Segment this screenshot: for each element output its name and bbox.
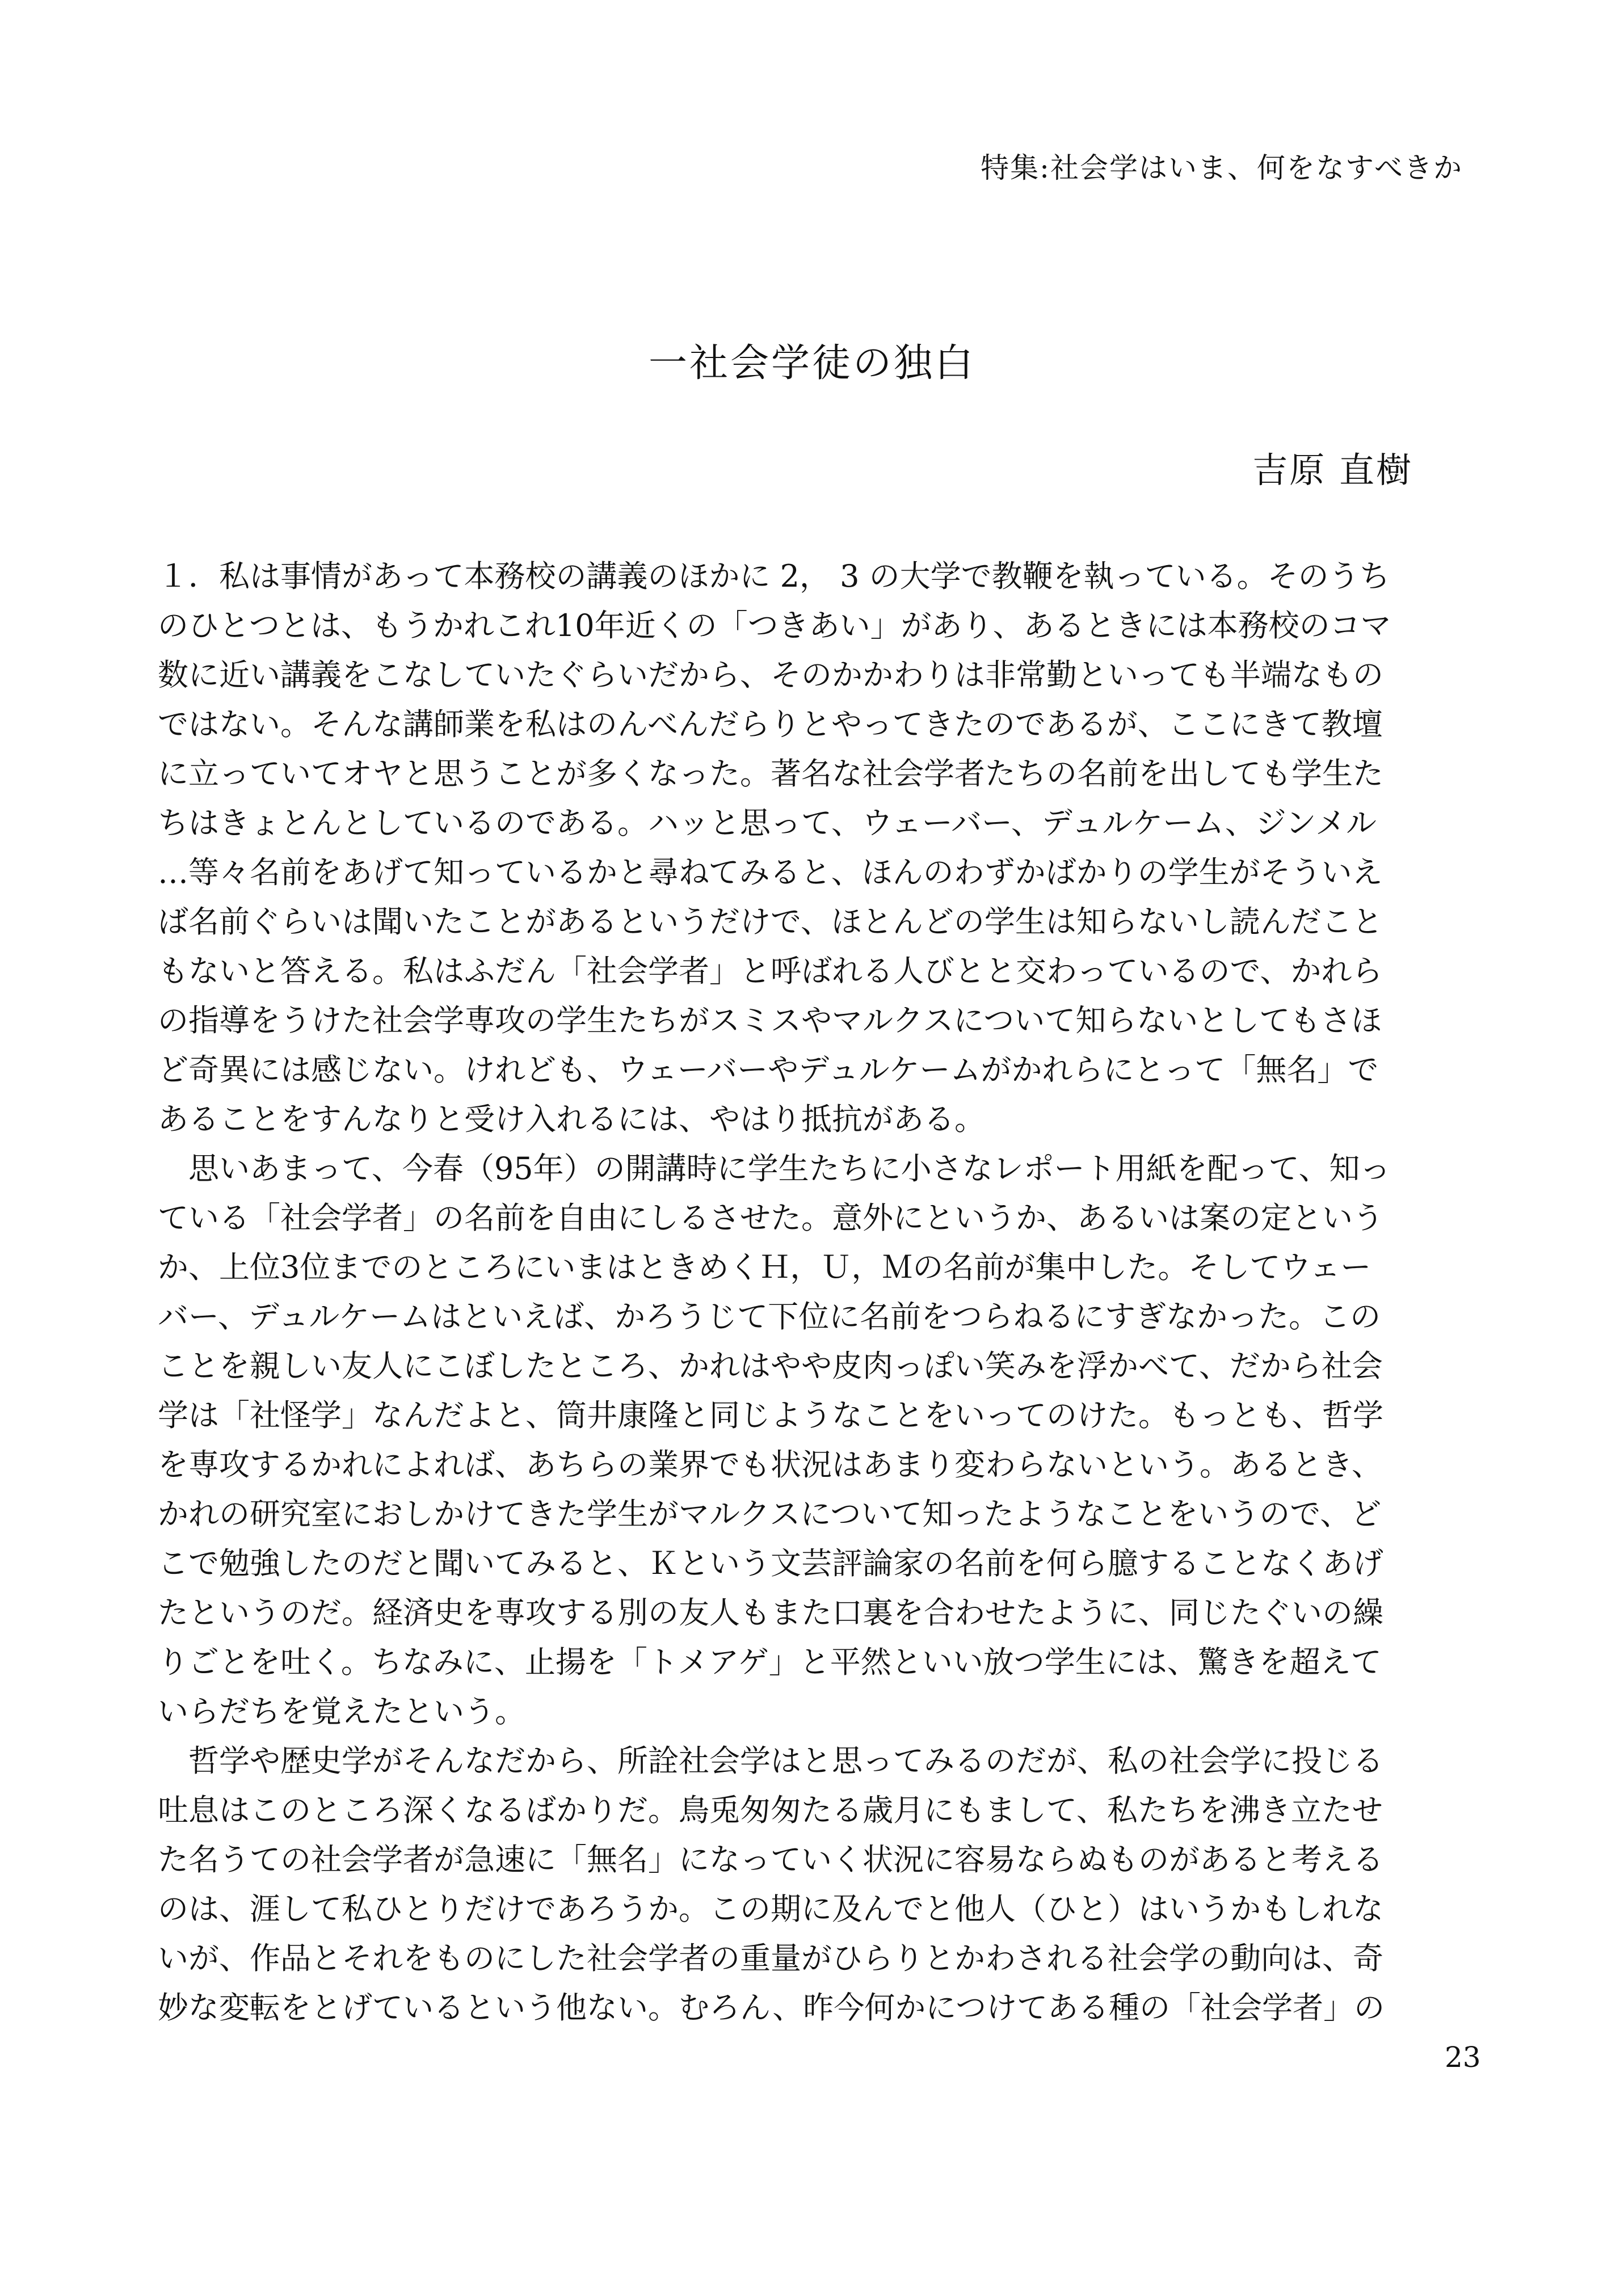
body-line: りごとを吐く。ちなみに、止揚を「トメアゲ」と平然といい放つ学生には、驚きを超えて <box>158 1644 1382 1680</box>
page-number: 23 <box>1445 2041 1481 2074</box>
body-line: ている「社会学者」の名前を自由にしるさせた。意外にというか、あるいは案の定という <box>158 1200 1383 1236</box>
body-line: 吐息はこのところ深くなるばかりだ。鳥兎匆匆たる歳月にもまして、私たちを沸き立たせ <box>158 1792 1383 1828</box>
body-line: もないと答える。私はふだん「社会学者」と呼ばれる人びとと交わっているので、かれら <box>158 953 1383 989</box>
body-line: の指導をうけた社会学専攻の学生たちがスミスやマルクスについて知らないとしてもさほ <box>158 1003 1382 1038</box>
body-line: かれの研究室におしかけてきた学生がマルクスについて知ったようなことをいうので、ど <box>158 1496 1382 1532</box>
body-line: ではない。そんな講師業を私はのんべんだらりとやってきたのであるが、ここにきて教壇 <box>158 706 1383 742</box>
body-line: あることをすんなりと受け入れるには、やはり抵抗がある。 <box>158 1101 985 1137</box>
body-line: …等々名前をあげて知っているかと尋ねてみると、ほんのわずかばかりの学生がそういえ <box>158 854 1383 890</box>
body-line: のひとつとは、もうかれこれ10年近くの「つきあい」があり、あるときには本務校のコマ <box>158 608 1391 643</box>
body-line: に立っていてオヤと思うことが多くなった。著名な社会学者たちの名前を出しても学生た <box>158 756 1383 791</box>
body-line: バー、デュルケームはといえば、かろうじて下位に名前をつらねるにすぎなかった。この <box>158 1299 1381 1334</box>
body-line: 哲学や歴史学がそんなだから、所詮社会学はと思ってみるのだが、私の社会学に投じる <box>158 1743 1383 1779</box>
body-line: こで勉強したのだと聞いてみると、Ｋという文芸評論家の名前を何ら臆することなくあげ <box>158 1546 1383 1581</box>
article-title: 一社会学徒の独白 <box>648 341 975 386</box>
body-line: 学は「社怪学」なんだよと、筒井康隆と同じようなことをいってのけた。もっとも、哲学 <box>158 1397 1383 1433</box>
body-line: たというのだ。経済史を専攻する別の友人もまた口裏を合わせたように、同じたぐいの繰 <box>158 1595 1383 1631</box>
article-body <box>158 551 1488 2032</box>
body-line: を専攻するかれによれば、あちらの業界でも状況はあまり変わらないという。あるとき、 <box>158 1447 1382 1483</box>
body-line: いらだちを覚えたという。 <box>158 1694 525 1729</box>
body-line: 妙な変転をとげているという他ない。むろん、昨今何かにつけてある種の「社会学者」の <box>158 1990 1385 2026</box>
body-line: ど奇異には感じない。けれども、ウェーバーやデュルケームがかれらにとって「無名」で <box>158 1052 1379 1088</box>
journal-feature-header: 特集:社会学はいま、何をなすべきか <box>981 151 1463 184</box>
body-line: １．私は事情があって本務校の講義のほかに 2， 3 の大学で教鞭を執っている。そのうち <box>158 558 1390 594</box>
body-line: た名うての社会学者が急速に「無名」になっていく状況に容易ならぬものがあると考える <box>158 1842 1383 1877</box>
body-line: いが、作品とそれをものにした社会学者の重量がひらりとかわされる社会学の動向は、奇 <box>158 1940 1383 1976</box>
body-line: ちはきょとんとしているのである。ハッと思って、ウェーバー、デュルケーム、ジンメル <box>158 805 1377 841</box>
body-line: か、上位3位までのところにいまはときめくＨ，Ｕ，Ｍの名前が集中した。そしてウェー <box>158 1249 1371 1285</box>
body-line: ば名前ぐらいは聞いたことがあるというだけで、ほとんどの学生は知らないし読んだこと <box>158 904 1383 940</box>
body-line: 思いあまって、今春（95年）の開講時に学生たちに小さなレポート用紙を配って、知っ <box>158 1151 1391 1186</box>
body-line: のは、涯して私ひとりだけであろうか。この期に及んでと他人（ひと）はいうかもしれな <box>158 1891 1383 1927</box>
body-line: 数に近い講義をこなしていたぐらいだから、そのかかわりは非常勤といっても半端なもの <box>158 657 1383 693</box>
article-author: 吉原 直樹 <box>1252 449 1413 491</box>
body-line: ことを親しい友人にこぼしたところ、かれはやや皮肉っぽい笑みを浮かべて、だから社会 <box>158 1348 1383 1384</box>
